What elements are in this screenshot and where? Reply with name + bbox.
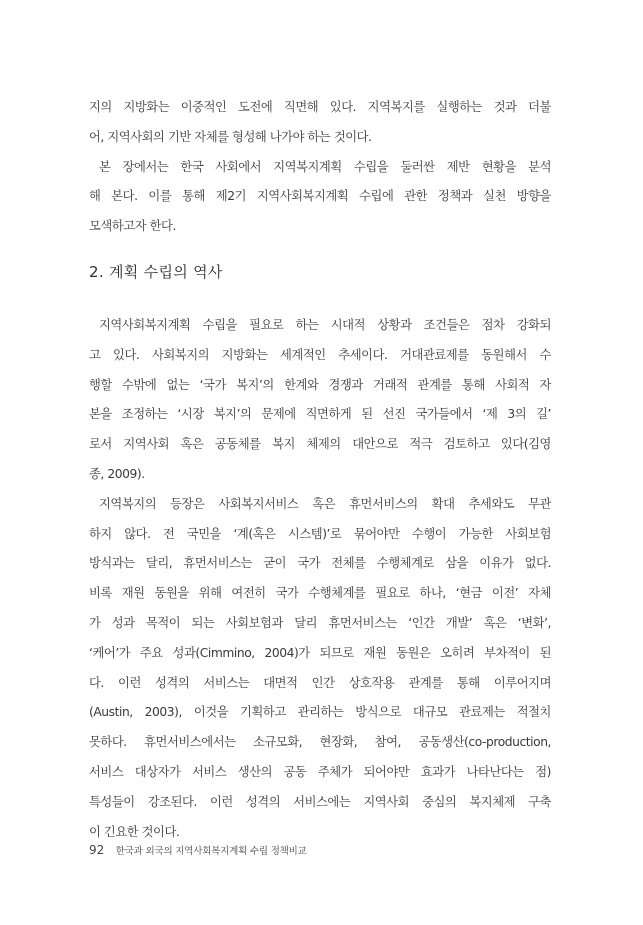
text-line: 모색하고자 한다. — [89, 219, 176, 234]
body-paragraph-1 — [89, 311, 551, 490]
text-line: 본을 조정하는 ‘시장 복지’의 문제에 직면하게 된 선진 국가들에서 ‘제 3의 길’ — [89, 407, 551, 422]
text-line: ‘케어’가 주요 성과(Cimmino, 2004)가 되므로 재원 동원은 오히려 부차적이 된 — [89, 645, 551, 660]
text-line: 다. 이런 성격의 서비스는 대면적 인간 상호작용 관계를 통해 이루어지며 — [89, 675, 551, 690]
text-line: (Austin, 2003), 이것을 기획하고 관리하는 방식으로 대규모 관료제는 적절치 — [89, 705, 551, 720]
page-number: 92 — [89, 843, 105, 857]
text-line: 못하다. 휴먼서비스에서는 소규모화, 현장화, 참여, 공동생산(co-production, — [89, 735, 551, 750]
text-line: 어, 지역사회의 기반 자체를 형성해 나가야 하는 것이다. — [89, 129, 372, 144]
text-line: 행할 수밖에 없는 ‘국가 복지’의 한계와 경쟁과 거래적 관계를 통해 사회적 자 — [89, 377, 551, 392]
text-line: 종, 2009). — [89, 466, 145, 481]
text-line: 본 장에서는 한국 사회에서 지역복지계획 수립을 둘러싼 제반 현황을 분석 — [99, 159, 551, 174]
text-line: 지의 지방화는 이중적인 도전에 직면해 있다. 지역복지를 실행하는 것과 더불 — [89, 100, 551, 114]
text-line: 비록 재원 동원을 위해 여전히 국가 수행체계를 필요로 하나, ‘현금 이전’ 자체 — [89, 586, 551, 601]
text-line: 가 성과 목적이 되는 사회보험과 달리 휴먼서비스는 ‘인간 개발’ 혹은 ‘변화’, — [89, 615, 551, 630]
section-number: 2. — [89, 263, 104, 281]
text-line: 서비스 대상자가 서비스 생산의 공동 주체가 되어야만 효과가 나타난다는 점) — [89, 764, 551, 779]
intro-purpose-paragraph — [89, 153, 551, 242]
text-line: 방식과는 달리, 휴먼서비스는 굳이 국가 전체를 수행체계로 삼을 이유가 없다. — [89, 556, 551, 571]
section-title: 계획 수립의 역사 — [109, 263, 223, 281]
intro-paragraph-continued — [89, 93, 551, 153]
text-line: 특성들이 강조된다. 이런 성격의 서비스에는 지역사회 중심의 복지체제 구축 — [89, 794, 551, 809]
running-title: 한국과 외국의 지역사회복지계획 수립 정책비교 — [115, 846, 307, 857]
text-line: 지역사회복지계획 수립을 필요로 하는 시대적 상황과 조건들은 점차 강화되 — [99, 318, 551, 332]
text-line: 고 있다. 사회복지의 지방화는 세계적인 추세이다. 거대관료제를 동원해서 수 — [89, 347, 551, 362]
text-line: 하지 않다. 전 국민을 ‘계(혹은 시스템)’로 묶어야만 수행이 가능한 사회보험 — [89, 526, 551, 541]
section-heading — [89, 260, 223, 284]
text-line: 해 본다. 이를 통해 제2기 지역사회복지계획 수립에 관한 정책과 실천 방향을 — [89, 189, 551, 204]
text-line: 이 긴요한 것이다. — [89, 824, 180, 839]
page-footer — [89, 842, 307, 860]
body-paragraph-2 — [89, 490, 551, 848]
text-line: 지역복지의 등장은 사회복지서비스 혹은 휴먼서비스의 확대 추세와도 무관 — [99, 496, 551, 511]
text-line: 로서 지역사회 혹은 공동체를 복지 체제의 대안으로 적극 검토하고 있다(김영 — [89, 437, 551, 452]
document-page — [89, 0, 551, 925]
